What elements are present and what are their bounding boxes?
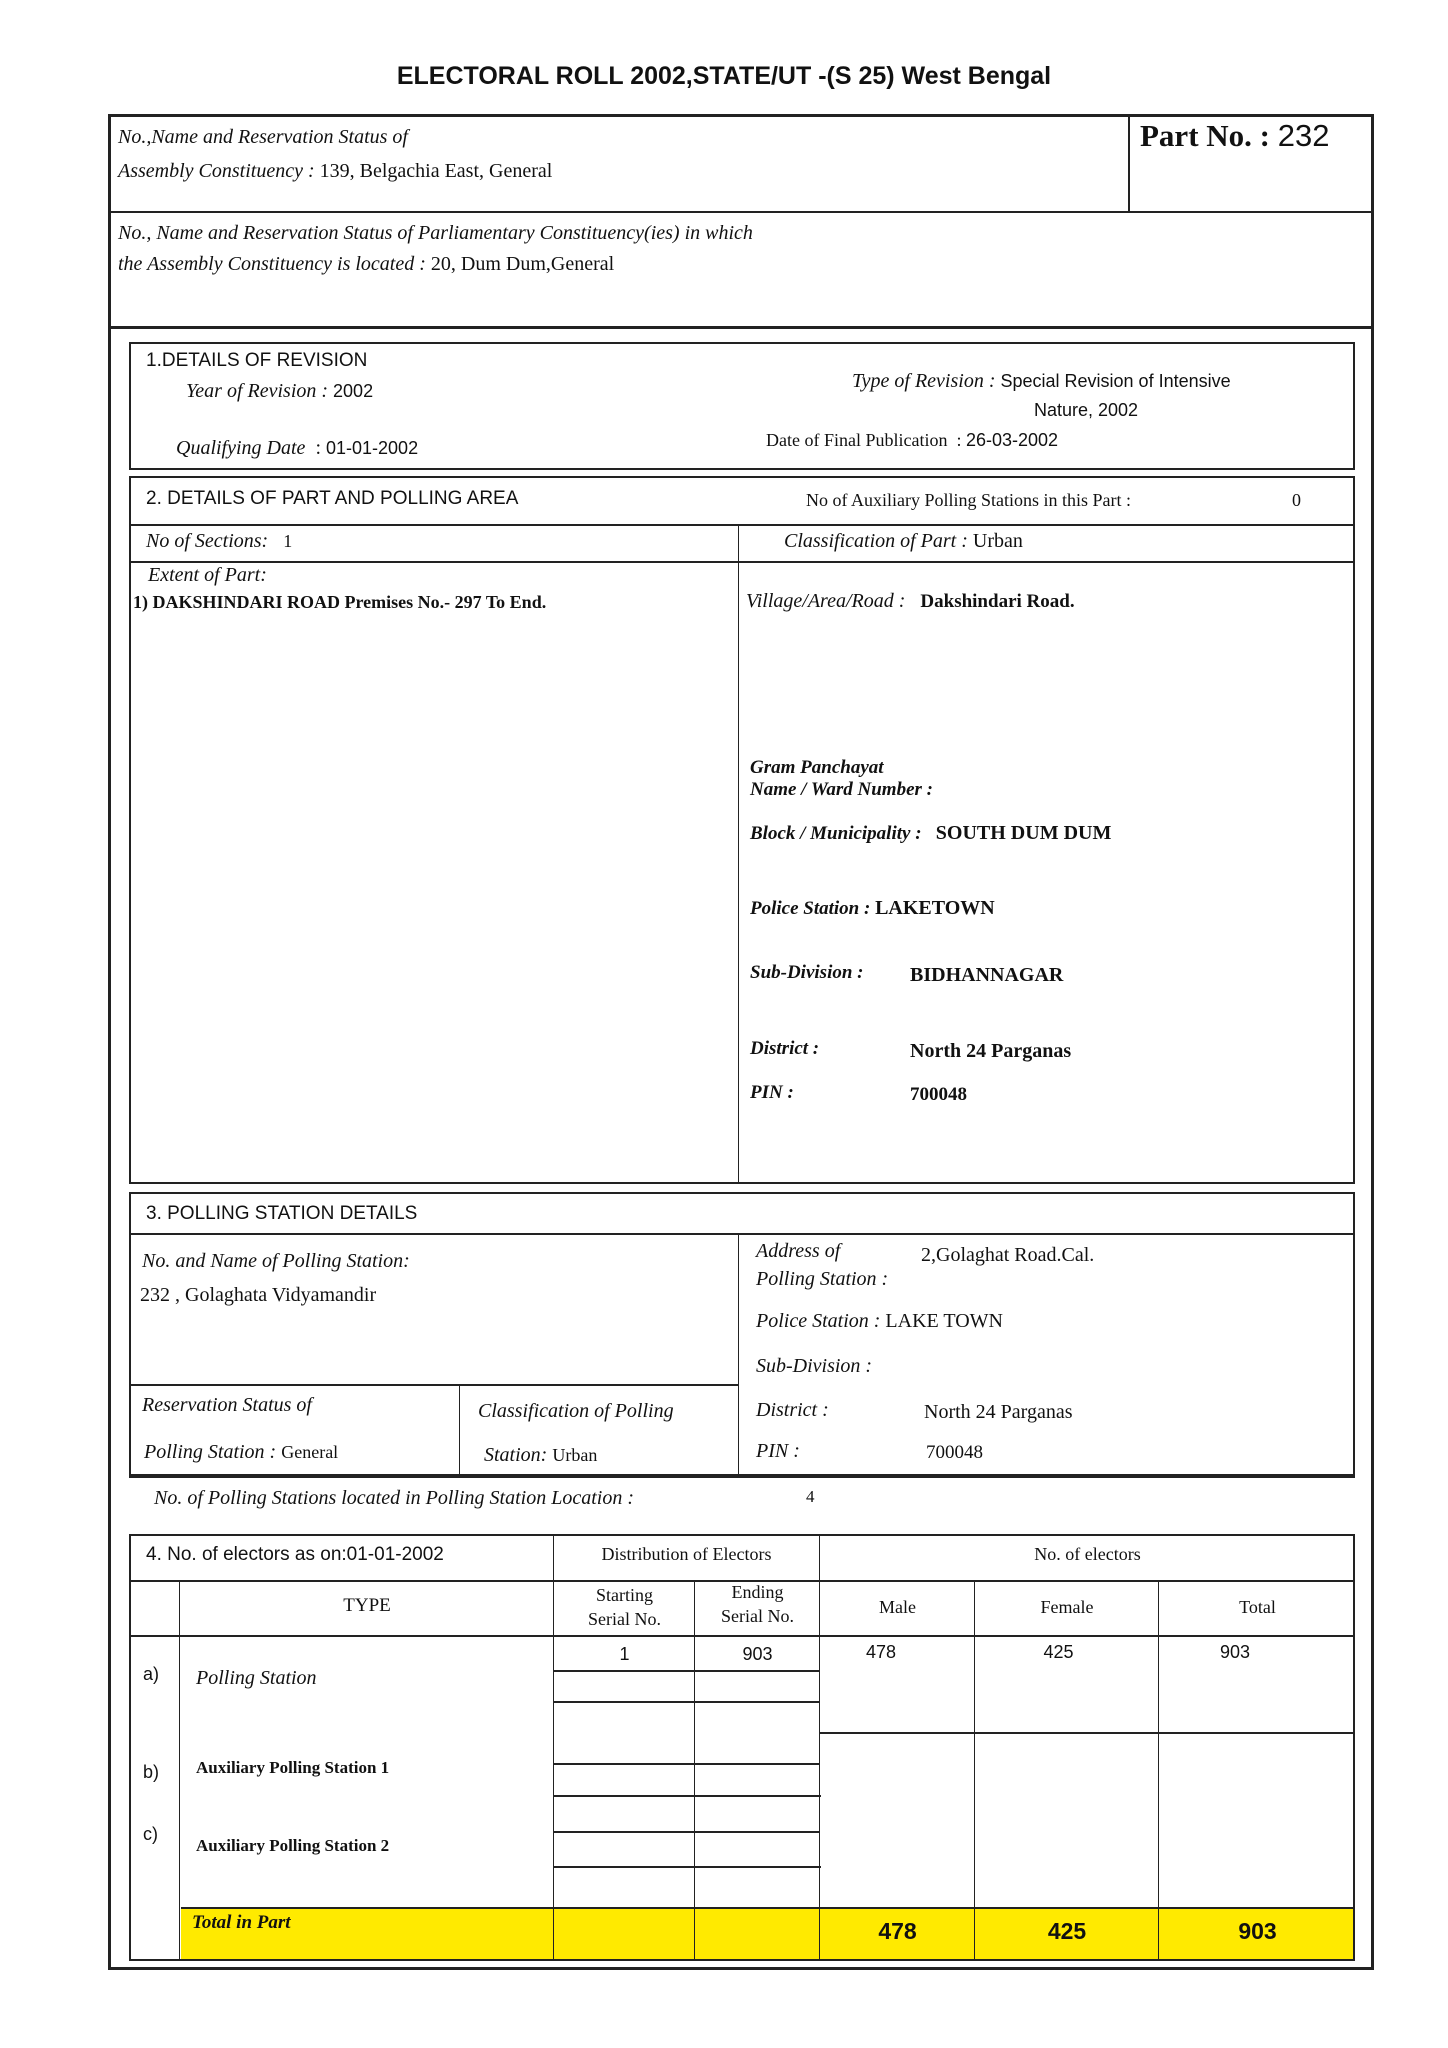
divider — [181, 1907, 1355, 1909]
pin-value: 700048 — [910, 1084, 967, 1105]
col-type: TYPE — [343, 1595, 391, 1616]
col-start-line2: Serial No. — [588, 1609, 661, 1629]
ps-district-value: North 24 Parganas — [924, 1401, 1073, 1423]
sections-value: 1 — [283, 531, 293, 551]
ps-location-count-label: No. of Polling Stations located in Polling Station Location : — [154, 1487, 634, 1509]
ac-label-line1: No.,Name and Reservation Status of — [118, 126, 408, 148]
divider — [553, 1670, 820, 1672]
sections-label: No of Sections: — [146, 530, 269, 552]
part-area-section — [129, 476, 1355, 1184]
ps-name-value: 232 , Golaghata Vidyamandir — [140, 1284, 377, 1306]
final-pub-colon: : — [956, 430, 962, 450]
ac-label-line2: Assembly Constituency : — [118, 160, 315, 182]
pc-label-line1: No., Name and Reservation Status of Parliamentary Constituency(ies) in which — [118, 222, 753, 244]
distribution-header: Distribution of Electors — [601, 1544, 772, 1564]
pc-row — [118, 253, 614, 276]
divider — [553, 1701, 820, 1703]
subdiv-row — [750, 962, 864, 984]
classification-row — [784, 530, 1023, 553]
pc-label-line2: the Assembly Constituency is located : — [118, 253, 426, 275]
type-value-line2: Nature, 2002 — [1034, 400, 1139, 420]
pc-value: 20, Dum Dum,General — [430, 253, 615, 275]
police-value: LAKETOWN — [875, 897, 995, 919]
divider — [179, 1580, 180, 1960]
year-row — [186, 380, 373, 403]
ps-district-label: District : — [756, 1399, 829, 1421]
qualifying-row — [176, 437, 418, 460]
divider — [108, 211, 1374, 213]
divider — [738, 1233, 739, 1475]
total-label: Total in Part — [192, 1912, 291, 1933]
col-end-line2: Serial No. — [721, 1606, 794, 1626]
col-start-line1: Starting — [596, 1585, 653, 1605]
polling-station-heading: 3. POLLING STATION DETAILS — [146, 1203, 418, 1224]
divider — [694, 1580, 695, 1960]
divider — [553, 1795, 821, 1797]
ps-subdiv-label: Sub-Division : — [756, 1355, 873, 1377]
revision-heading: 1.DETAILS OF REVISION — [146, 350, 368, 371]
block-row — [750, 822, 1111, 845]
row-index: b) — [143, 1762, 160, 1782]
part-label: Part No. : — [1140, 118, 1270, 153]
total-female: 425 — [1047, 1918, 1087, 1944]
ps-address-value: 2,Golaghat Road.Cal. — [921, 1244, 1095, 1266]
police-label: Police Station : — [750, 898, 871, 919]
row-type: Polling Station — [196, 1667, 317, 1689]
divider — [129, 1635, 1355, 1637]
row-female: 425 — [1043, 1642, 1074, 1662]
row-index: a) — [143, 1664, 160, 1684]
divider — [553, 1866, 821, 1868]
gram-label-line1: Gram Panchayat — [750, 757, 884, 778]
divider — [1128, 114, 1130, 212]
district-label: District : — [750, 1038, 820, 1059]
type-row — [852, 370, 1231, 393]
electors-as-on-date: 01-01-2002 — [346, 1544, 444, 1565]
subdiv-value: BIDHANNAGAR — [910, 964, 1064, 986]
divider — [820, 1732, 1355, 1734]
qualifying-colon: : — [315, 437, 321, 459]
sections-row — [146, 530, 292, 553]
divider — [553, 1534, 554, 1960]
block-label: Block / Municipality : — [750, 823, 922, 844]
pin-label: PIN : — [750, 1082, 794, 1103]
ps-classification-label-line1: Classification of Polling — [478, 1400, 674, 1422]
police-row — [750, 897, 995, 920]
qualifying-value: 01-01-2002 — [326, 438, 419, 458]
divider — [738, 524, 739, 1184]
district-value: North 24 Parganas — [910, 1040, 1072, 1062]
ps-police-row — [756, 1310, 1003, 1333]
divider — [108, 326, 1374, 329]
row-start: 1 — [619, 1644, 630, 1664]
classification-value: Urban — [972, 530, 1023, 552]
ps-reservation-row — [144, 1441, 338, 1464]
electors-heading-label: 4. No. of electors as on: — [146, 1544, 347, 1565]
electors-heading — [146, 1544, 444, 1566]
divider — [129, 561, 1355, 563]
final-pub-row — [766, 430, 1058, 451]
village-row — [746, 590, 1075, 613]
divider — [1158, 1580, 1159, 1960]
row-total: 903 — [1219, 1642, 1251, 1662]
type-value-line1: Special Revision of Intensive — [1000, 371, 1231, 391]
year-label: Year of Revision : — [186, 380, 329, 402]
part-area-heading: 2. DETAILS OF PART AND POLLING AREA — [146, 488, 519, 509]
row-index: c) — [143, 1824, 158, 1844]
divider — [129, 1474, 1355, 1476]
col-male: Male — [879, 1597, 916, 1617]
ac-row — [118, 160, 552, 183]
extent-item: 1) DAKSHINDARI ROAD Premises No.- 297 To End. — [133, 592, 547, 612]
ps-address-label-line1: Address of — [756, 1240, 841, 1262]
row-male: 478 — [865, 1642, 897, 1662]
part-number — [1140, 118, 1329, 154]
divider — [459, 1384, 460, 1474]
type-label: Type of Revision : — [852, 370, 996, 392]
extent-label: Extent of Part: — [148, 564, 267, 586]
ac-value: 139, Belgachia East, General — [319, 160, 553, 182]
final-pub-value: 26-03-2002 — [965, 430, 1059, 450]
ps-name-label: No. and Name of Polling Station: — [142, 1250, 410, 1272]
year-value: 2002 — [333, 381, 374, 401]
ps-pin-label: PIN : — [756, 1440, 800, 1462]
row-end: 903 — [742, 1644, 773, 1664]
divider — [129, 1233, 1355, 1235]
row-type: Auxiliary Polling Station 1 — [196, 1758, 390, 1777]
ps-reservation-label-line2: Polling Station : — [144, 1441, 277, 1463]
divider — [129, 524, 1355, 526]
final-pub-label: Date of Final Publication — [766, 430, 948, 450]
ps-reservation-label-line1: Reservation Status of — [142, 1394, 312, 1416]
gram-label-line2: Name / Ward Number : — [750, 779, 933, 800]
divider — [553, 1763, 820, 1765]
ps-classification-label-line2: Station: — [484, 1444, 548, 1466]
ps-classification-value: Urban — [552, 1445, 598, 1465]
classification-label: Classification of Part : — [784, 530, 968, 552]
divider — [129, 1384, 739, 1386]
ps-classification-row — [484, 1444, 597, 1467]
divider — [819, 1534, 820, 1960]
aux-stations-label: No of Auxiliary Polling Stations in this Part : — [806, 490, 1132, 510]
total-male: 478 — [878, 1918, 917, 1944]
ps-police-value: LAKE TOWN — [885, 1310, 1003, 1332]
ps-reservation-value: General — [281, 1442, 339, 1462]
ps-address-label-line2: Polling Station : — [756, 1268, 889, 1290]
aux-stations-value: 0 — [1292, 490, 1301, 510]
ps-pin-value: 700048 — [926, 1442, 983, 1463]
col-total: Total — [1239, 1597, 1276, 1617]
divider — [553, 1831, 820, 1833]
subdiv-label: Sub-Division : — [750, 962, 864, 983]
qualifying-label: Qualifying Date — [176, 437, 306, 459]
divider — [974, 1580, 975, 1960]
row-type: Auxiliary Polling Station 2 — [196, 1836, 390, 1855]
total-total: 903 — [1238, 1918, 1277, 1944]
part-value: 232 — [1277, 118, 1330, 153]
document-title: ELECTORAL ROLL 2002,STATE/UT -(S 25) West Bengal — [396, 62, 1052, 90]
col-female: Female — [1040, 1597, 1094, 1617]
block-value: SOUTH DUM DUM — [935, 822, 1112, 844]
village-label: Village/Area/Road : — [746, 590, 906, 612]
ps-location-count-value: 4 — [806, 1487, 815, 1506]
col-end-line1: Ending — [731, 1582, 784, 1602]
ps-police-label: Police Station : — [756, 1310, 881, 1332]
village-value: Dakshindari Road. — [920, 591, 1075, 612]
count-header: No. of electors — [1034, 1544, 1141, 1564]
